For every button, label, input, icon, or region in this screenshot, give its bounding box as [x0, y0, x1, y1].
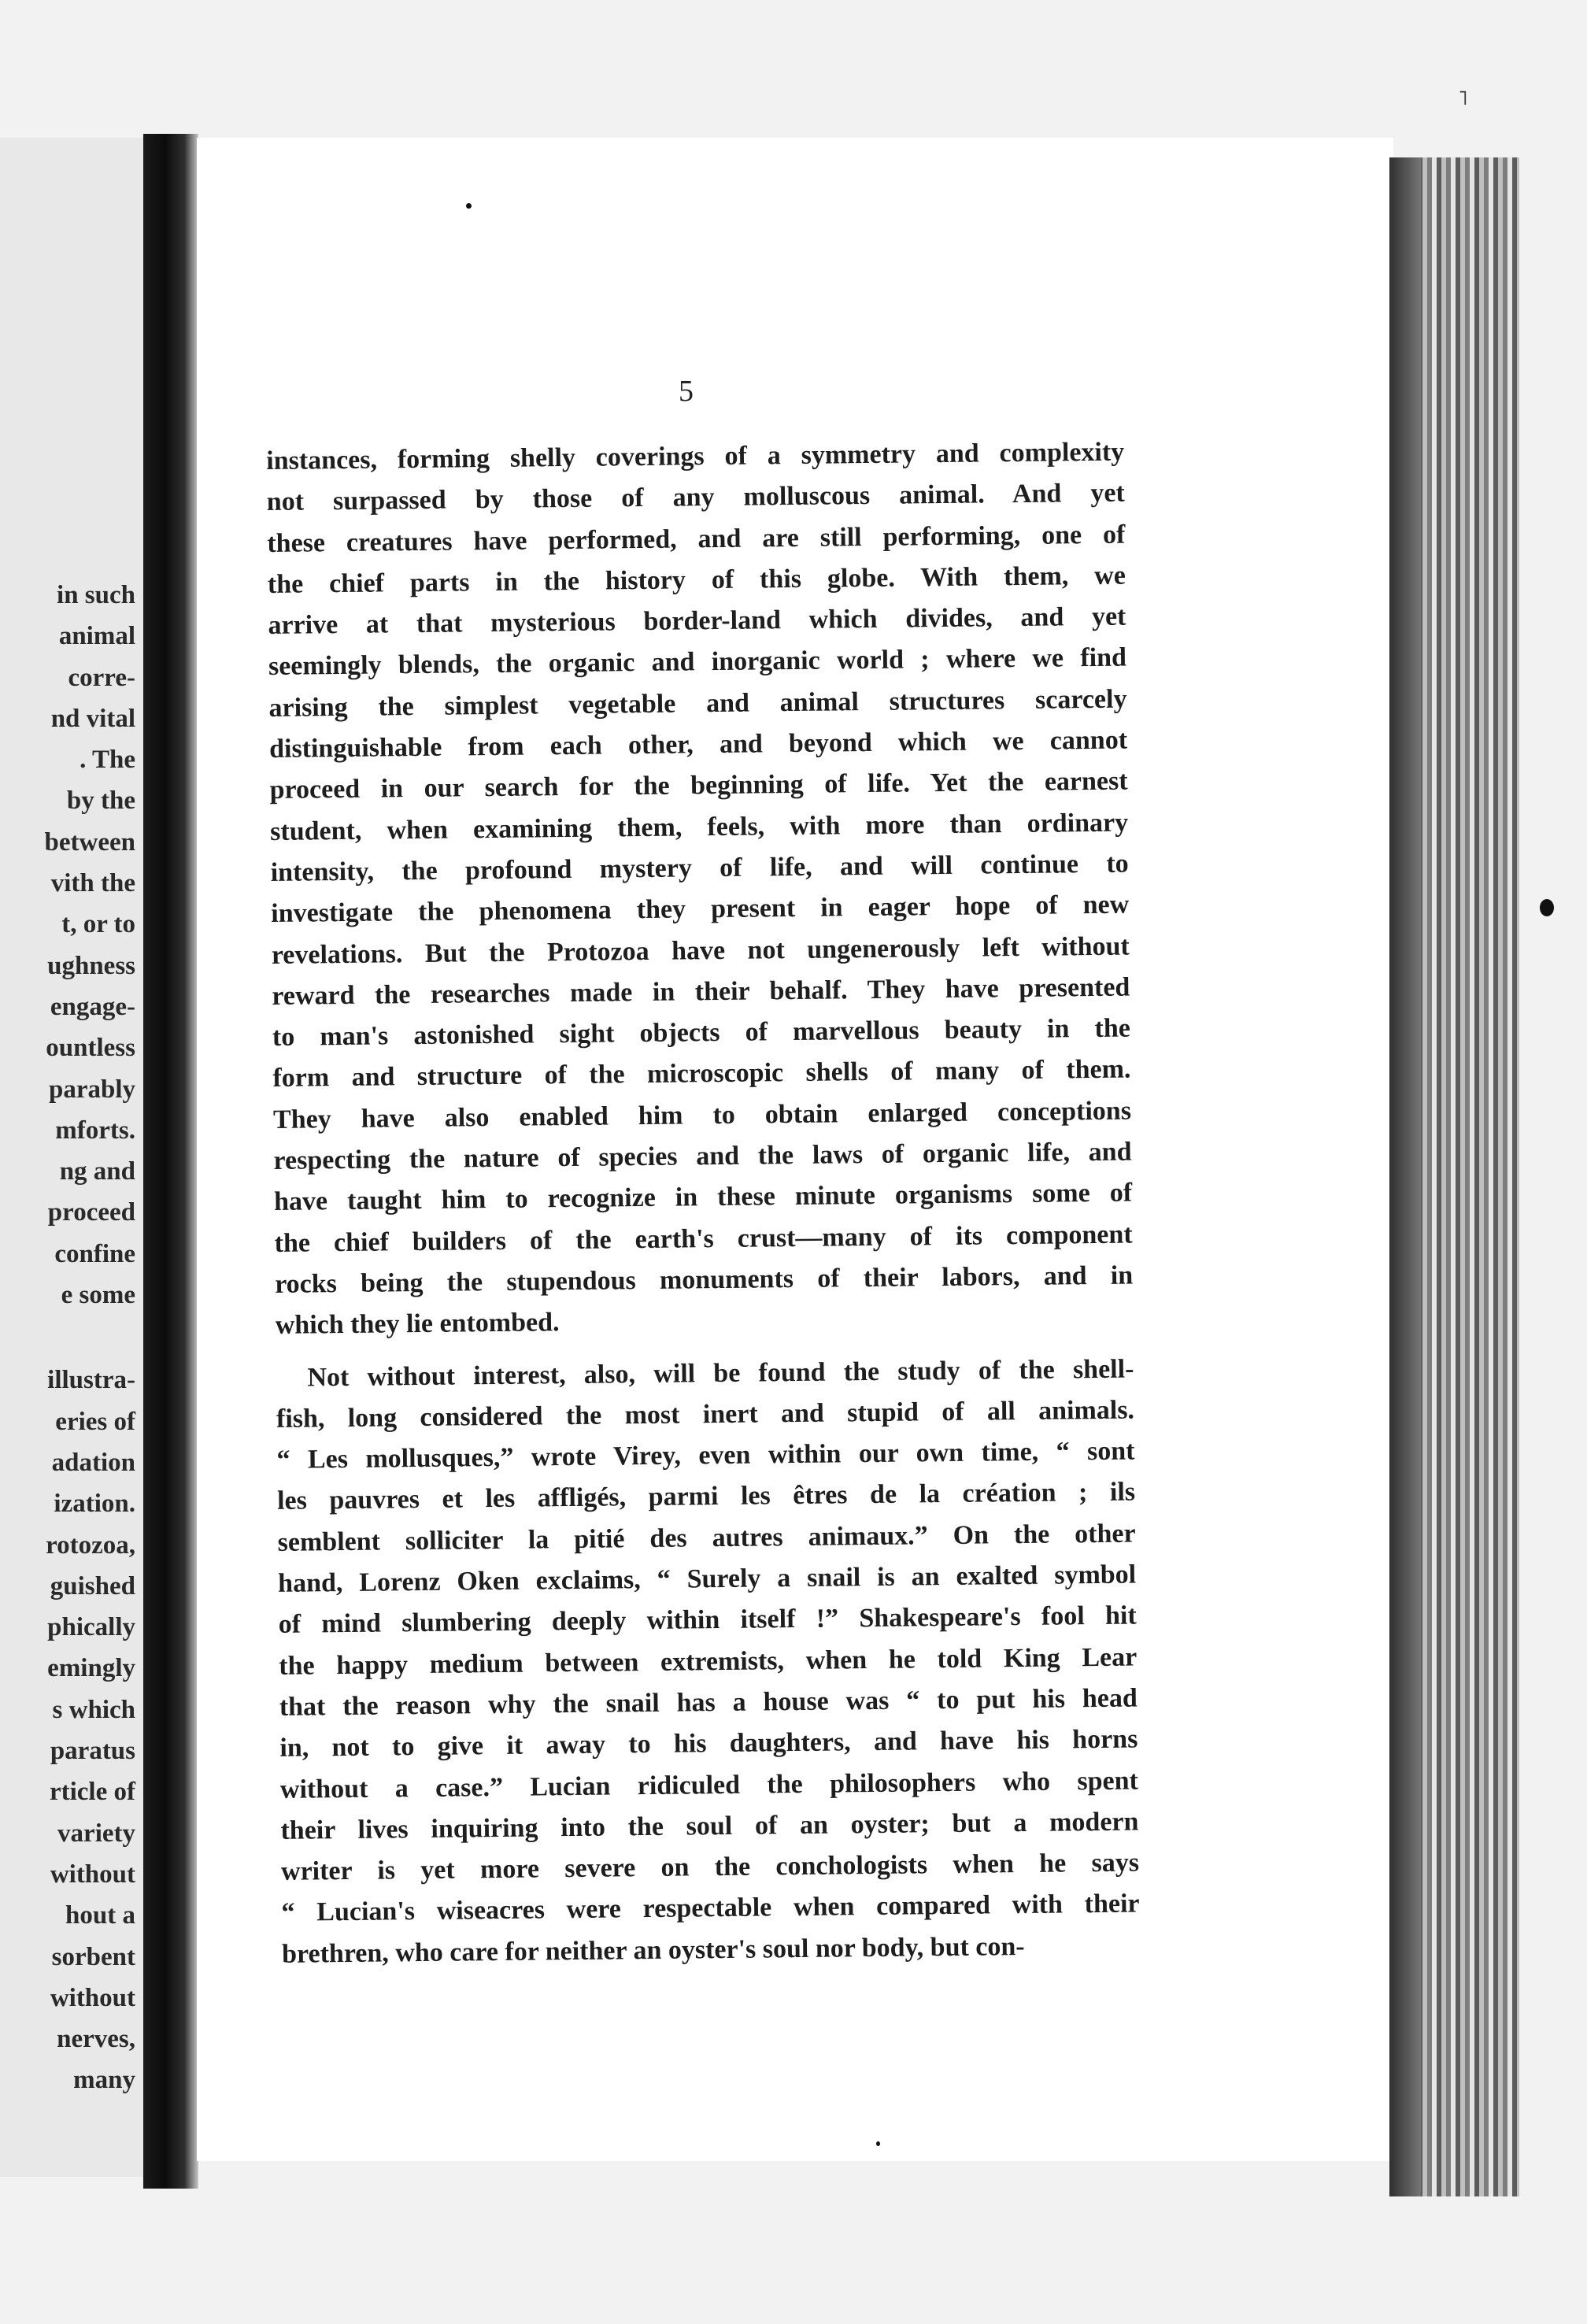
text-line: arrive at that mysterious border-land which divides, and yet — [268, 601, 1126, 641]
text-line: rocks being the stupendous monuments of their labors, and in — [275, 1260, 1134, 1299]
page-number: 5 — [679, 375, 694, 408]
text-line: the chief builders of the earth's crust—many of its component — [274, 1219, 1133, 1258]
book-spine — [143, 134, 198, 2189]
left-text-fragment: rticle of — [49, 1778, 135, 1807]
left-text-fragment: mforts. — [55, 1116, 135, 1145]
text-line: their lives inquiring into the soul of an oyster; but a modern — [280, 1807, 1139, 1845]
left-text-fragment: animal — [58, 622, 135, 651]
left-text-fragment: nd vital — [50, 704, 135, 733]
left-text-fragment: illustra- — [47, 1366, 135, 1395]
text-line: revelations. But the Protozoa have not ungenerously left without — [271, 931, 1130, 970]
left-text-fragment: rotozoa, — [46, 1530, 135, 1560]
text-line: intensity, the profound mystery of life, and will continue to — [270, 849, 1129, 887]
text-line: fish, long considered the most inert and stupid of all animals. — [276, 1395, 1135, 1434]
left-text-fragment: by the — [66, 786, 135, 816]
left-text-fragment: without — [50, 1860, 135, 1889]
text-line: instances, forming shelly coverings of a symmetry and complexity — [266, 437, 1125, 476]
left-text-fragment: confine — [54, 1239, 135, 1268]
speck — [466, 203, 472, 209]
left-page-text — [45, 575, 135, 2101]
text-line: arising the simplest vegetable and animal structures scarcely — [268, 684, 1127, 723]
left-text-fragment: in such — [57, 581, 135, 609]
left-text-fragment: nerves, — [57, 2025, 135, 2054]
text-line: Not without interest, also, will be found the study of the shell- — [307, 1354, 1134, 1393]
text-line: “ Les mollusques,” wrote Virey, even within our own time, “ sont — [276, 1436, 1135, 1475]
left-text-fragment: guished — [50, 1571, 135, 1601]
text-line: proceed in our search for the beginning of life. Yet the earnest — [269, 766, 1128, 805]
text-line: not surpassed by those of any molluscous animal. And yet — [266, 478, 1125, 517]
text-line: reward the researches made in their behalf. They have presented — [272, 972, 1130, 1011]
left-text-fragment: ountless — [46, 1034, 135, 1063]
left-text-fragment: adation — [51, 1448, 135, 1477]
text-line: semblent solliciter la pitié des autres animaux.” On the other — [277, 1519, 1136, 1557]
left-text-fragment: ughness — [47, 951, 135, 980]
left-text-fragment: many — [73, 2066, 135, 2095]
left-text-fragment: eries of — [55, 1407, 135, 1436]
text-line: the chief parts in the history of this globe. With them, we — [267, 561, 1126, 599]
left-text-fragment: engage- — [50, 992, 135, 1021]
left-text-fragment: sorbent — [51, 1942, 135, 1971]
left-text-fragment: variety — [57, 1819, 135, 1848]
speck — [876, 2141, 880, 2146]
text-line: les pauvres et les affligés, parmi les êtres de la création ; ils — [276, 1477, 1136, 1516]
left-text-fragment: corre- — [68, 663, 135, 692]
page-body-text — [266, 432, 1140, 1975]
text-line: respecting the nature of species and the laws of organic life, and — [273, 1137, 1132, 1175]
text-line: investigate the phenomena they present in eager hope of new — [271, 890, 1130, 929]
text-line: brethren, who care for neither an oyster's soul nor body, but con- — [281, 1931, 1025, 1969]
left-text-fragment: without — [50, 1983, 135, 2012]
left-text-fragment: t, or to — [61, 910, 135, 939]
text-line: writer is yet more severe on the conchologists when he says — [280, 1848, 1140, 1886]
text-line: that the reason why the snail has a house was “ to put his head — [279, 1683, 1138, 1722]
text-line: without a case.” Lucian ridiculed the philosophers who spent — [279, 1765, 1139, 1804]
page-edges-shadow — [1389, 157, 1421, 2196]
left-paragraph-gap — [45, 1316, 135, 1360]
text-line: which they lie entombed. — [275, 1308, 560, 1341]
left-text-fragment: vith the — [50, 869, 135, 898]
left-text-fragment: ng and — [59, 1157, 135, 1186]
text-line: in, not to give it away to his daughters, and have his horns — [279, 1724, 1138, 1763]
text-line: have taught him to recognize in these minute organisms some of — [273, 1178, 1133, 1217]
text-line: “ Lucian's wiseacres were respectable when compared with their — [281, 1889, 1140, 1928]
left-text-fragment: proceed — [47, 1198, 135, 1227]
text-line: distinguishable from each other, and beyond which we cannot — [268, 725, 1128, 764]
left-text-fragment: hout a — [65, 1901, 135, 1930]
text-line: seemingly blends, the organic and inorganic world ; where we find — [268, 643, 1127, 682]
text-line: the happy medium between extremists, when he told King Lear — [279, 1642, 1138, 1681]
text-line: form and structure of the microscopic shells of many of them. — [272, 1054, 1131, 1094]
left-text-fragment: paratus — [50, 1737, 135, 1766]
left-text-fragment: between — [44, 827, 135, 857]
text-line: hand, Lorenz Oken exclaims, “ Surely a snail is an exalted symbol — [278, 1560, 1137, 1598]
corner-mark: ˥ — [1458, 87, 1468, 110]
text-line: of mind slumbering deeply within itself !” Shakespeare's fool hit — [278, 1601, 1137, 1640]
left-page — [0, 138, 143, 2177]
left-text-fragment: . The — [80, 746, 135, 775]
left-text-fragment: phically — [47, 1613, 135, 1642]
text-line: They have also enabled him to obtain enlarged conceptions — [272, 1096, 1132, 1134]
text-line: student, when examining them, feels, with more than ordinary — [270, 808, 1129, 846]
left-text-fragment: s which — [52, 1695, 135, 1724]
text-line: these creatures have performed, and are still performing, one of — [267, 520, 1126, 558]
left-text-fragment: e some — [61, 1281, 135, 1310]
left-text-fragment: parably — [48, 1075, 135, 1104]
speck — [1540, 899, 1554, 916]
left-text-fragment: emingly — [47, 1654, 135, 1683]
left-text-fragment: ization. — [54, 1490, 135, 1519]
text-line: to man's astonished sight objects of marvellous beauty in the — [272, 1013, 1131, 1053]
